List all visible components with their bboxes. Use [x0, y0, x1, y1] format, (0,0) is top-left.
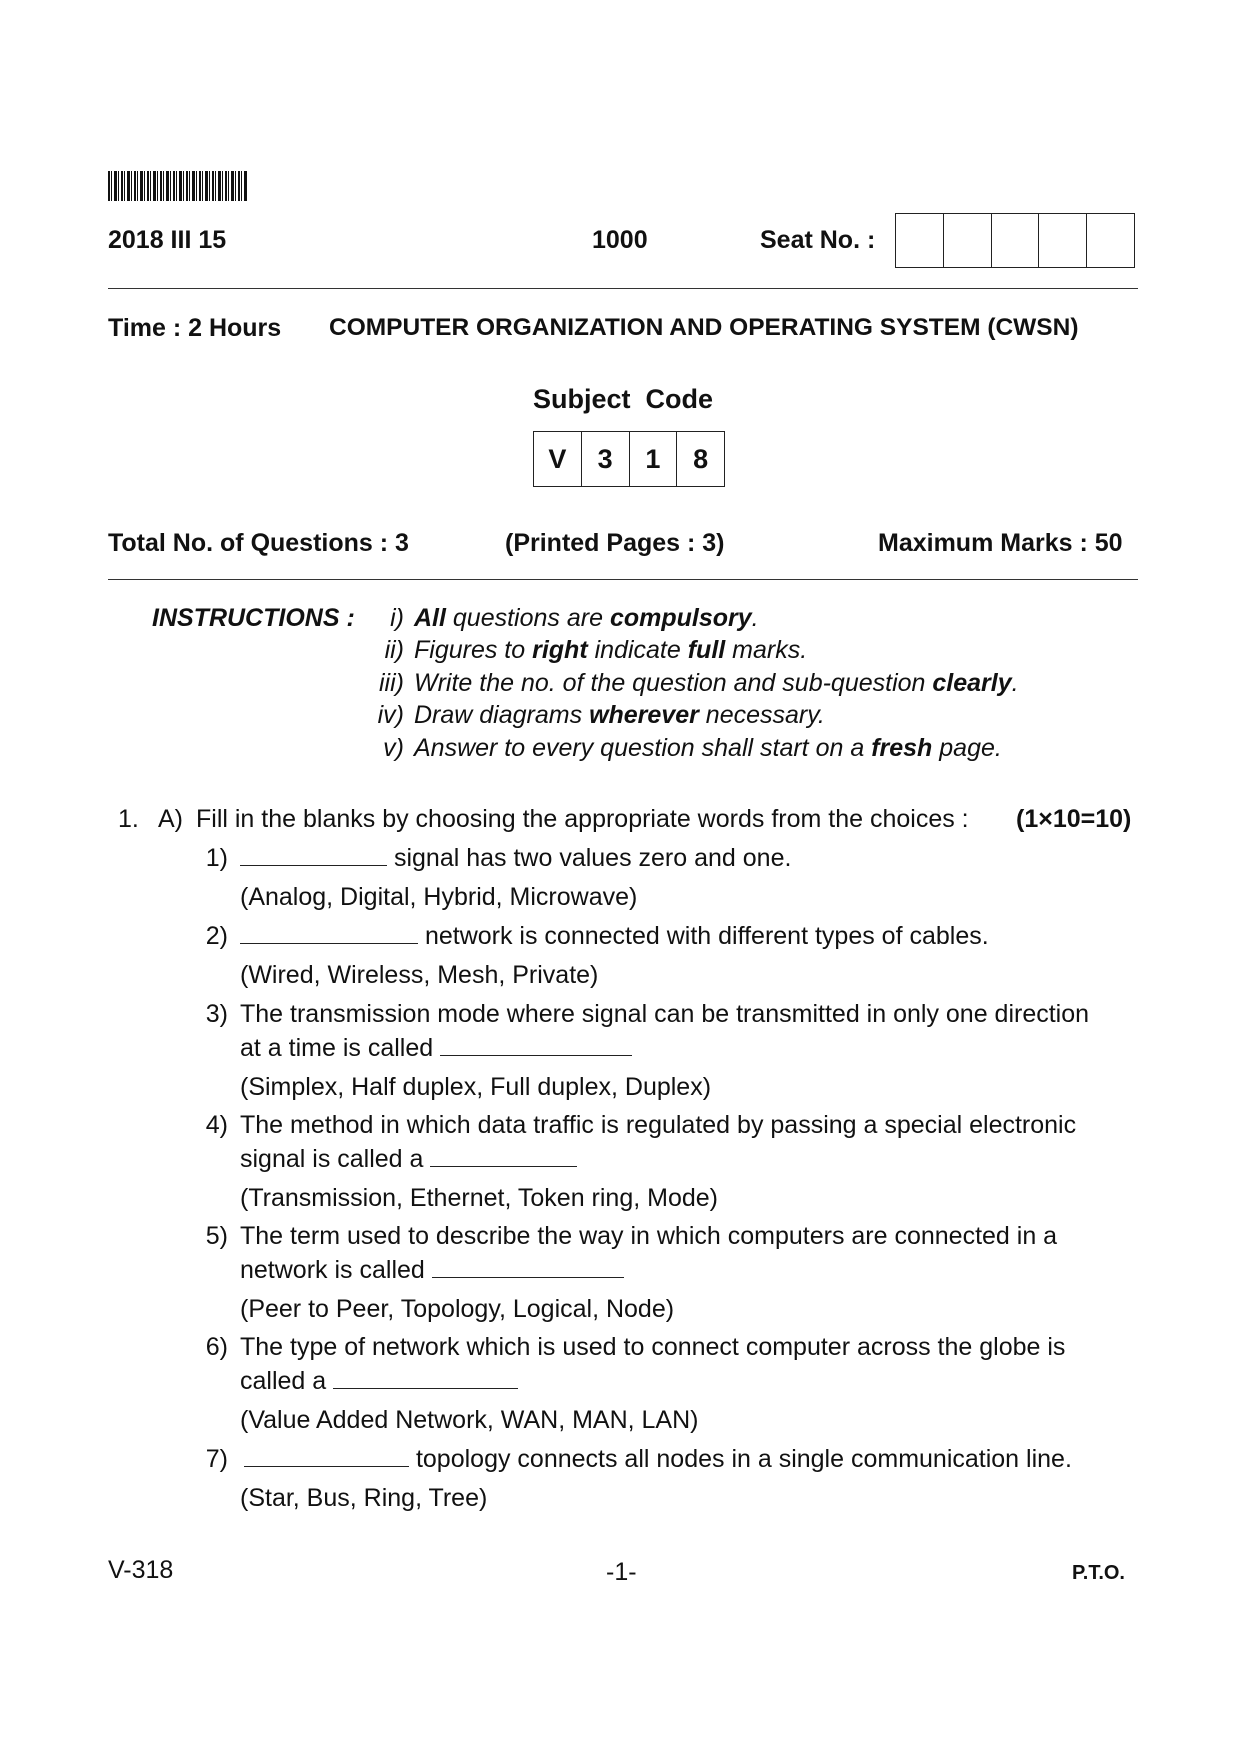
- item-text: The method in which data traffic is regulated by passing a special electronic: [240, 1111, 1077, 1139]
- instruction-text: [414, 604, 759, 633]
- answer-blank[interactable]: [333, 1388, 518, 1389]
- answer-blank[interactable]: [240, 865, 387, 866]
- exam-code: 2018 III 15: [108, 226, 227, 254]
- item-text: The term used to describe the way in which computers are connected in a: [240, 1222, 1058, 1250]
- question-prompt: Fill in the blanks by choosing the appropriate words from the choices :: [196, 805, 969, 833]
- question-number: 1.: [118, 805, 139, 833]
- instruction-emphasis: right: [532, 636, 588, 664]
- seat-number-boxes[interactable]: [895, 213, 1135, 268]
- question-marks: (1×10=10): [1016, 805, 1132, 833]
- subject-code-char: 8: [693, 443, 709, 474]
- instruction-text: [414, 701, 825, 730]
- instruction-fragment: questions are: [445, 604, 610, 632]
- instruction-fragment: .: [1011, 669, 1019, 697]
- instruction-number: v): [383, 734, 404, 762]
- item-text: network is connected with different types of cables.: [424, 922, 989, 950]
- item-text: signal is called a: [240, 1145, 424, 1173]
- list-item: [240, 1256, 624, 1285]
- divider: [108, 288, 1138, 289]
- item-choices: (Star, Bus, Ring, Tree): [240, 1484, 488, 1512]
- item-text: The transmission mode where signal can be transmitted in only one direction: [240, 1000, 1090, 1028]
- instruction-fragment: marks.: [725, 636, 808, 664]
- item-number: 2): [205, 922, 228, 950]
- item-choices: (Simplex, Half duplex, Full duplex, Duplex): [240, 1073, 712, 1101]
- instruction-fragment: Draw diagrams: [414, 701, 590, 729]
- instruction-emphasis: fresh: [871, 734, 933, 762]
- item-choices: (Value Added Network, WAN, MAN, LAN): [240, 1406, 699, 1434]
- instruction-text: [414, 636, 807, 665]
- list-item: [240, 922, 989, 951]
- instruction-fragment: indicate: [587, 636, 688, 664]
- instruction-emphasis: compulsory: [609, 604, 752, 632]
- instruction-fragment: Answer to every question shall start on a: [414, 734, 872, 762]
- instruction-text: [414, 669, 1019, 698]
- instruction-fragment: Figures to: [414, 636, 533, 664]
- seat-box[interactable]: [944, 214, 992, 267]
- item-number: 6): [205, 1333, 228, 1361]
- instruction-emphasis: clearly: [932, 669, 1012, 697]
- item-text: at a time is called: [240, 1034, 434, 1062]
- seat-box[interactable]: [1039, 214, 1087, 267]
- instruction-emphasis: full: [687, 636, 726, 664]
- item-choices: (Peer to Peer, Topology, Logical, Node): [240, 1295, 675, 1323]
- subject-code-char: V: [534, 432, 582, 486]
- total-questions: Total No. of Questions : 3: [108, 529, 409, 557]
- pto-label: P.T.O.: [1072, 1562, 1125, 1584]
- printed-pages: (Printed Pages : 3): [505, 529, 725, 557]
- instruction-number: iv): [377, 701, 404, 729]
- item-choices: (Wired, Wireless, Mesh, Private): [240, 961, 599, 989]
- divider: [108, 579, 1138, 580]
- answer-blank[interactable]: [430, 1166, 577, 1167]
- barcode: [108, 171, 248, 201]
- instruction-emphasis: All: [414, 604, 446, 632]
- question-part: A): [158, 805, 183, 833]
- item-number: 4): [205, 1111, 228, 1139]
- instruction-fragment: .: [751, 604, 759, 632]
- seat-box[interactable]: [896, 214, 944, 267]
- instruction-fragment: necessary.: [698, 701, 825, 729]
- instruction-number: i): [390, 604, 404, 632]
- instruction-text: [414, 734, 1002, 763]
- item-number: 7): [205, 1445, 228, 1473]
- instruction-emphasis: wherever: [589, 701, 699, 729]
- seat-label: Seat No. :: [760, 226, 876, 254]
- subject-title: COMPUTER ORGANIZATION AND OPERATING SYSTEM (CWSN): [329, 314, 1079, 341]
- answer-blank[interactable]: [244, 1466, 409, 1467]
- list-item: [240, 1367, 518, 1396]
- item-text: called a: [240, 1367, 327, 1395]
- instruction-number: iii): [379, 669, 404, 697]
- item-text: The type of network which is used to connect computer across the globe is: [240, 1333, 1066, 1361]
- footer-code: V-318: [108, 1556, 174, 1584]
- item-choices: (Transmission, Ethernet, Token ring, Mode): [240, 1184, 718, 1212]
- instruction-fragment: page.: [932, 734, 1002, 762]
- subject-code-char: 3: [582, 432, 630, 486]
- item-number: 3): [205, 1000, 228, 1028]
- paper-count: 1000: [592, 226, 648, 254]
- item-text: topology connects all nodes in a single communication line.: [415, 1445, 1072, 1473]
- page-number: -1-: [606, 1558, 637, 1586]
- time-label: Time : 2 Hours: [108, 314, 282, 342]
- list-item: [244, 1445, 1072, 1474]
- answer-blank[interactable]: [240, 943, 418, 944]
- list-item: [240, 844, 791, 873]
- item-text: network is called: [240, 1256, 425, 1284]
- list-item: [240, 1145, 577, 1174]
- item-number: 5): [205, 1222, 228, 1250]
- subject-code: [533, 431, 725, 487]
- instructions-label: INSTRUCTIONS :: [152, 604, 355, 632]
- instruction-fragment: Write the no. of the question and sub-question: [414, 669, 933, 697]
- list-item: [240, 1034, 632, 1063]
- seat-box[interactable]: [1087, 214, 1134, 267]
- item-text: signal has two values zero and one.: [393, 844, 792, 872]
- subject-code-label: Subject Code: [533, 384, 714, 414]
- subject-code-char: 1: [630, 432, 678, 486]
- seat-box[interactable]: [992, 214, 1040, 267]
- answer-blank[interactable]: [432, 1277, 624, 1278]
- answer-blank[interactable]: [440, 1055, 632, 1056]
- instruction-number: ii): [384, 636, 404, 664]
- item-choices: (Analog, Digital, Hybrid, Microwave): [240, 883, 638, 911]
- max-marks: Maximum Marks : 50: [878, 529, 1123, 557]
- item-number: 1): [205, 844, 228, 872]
